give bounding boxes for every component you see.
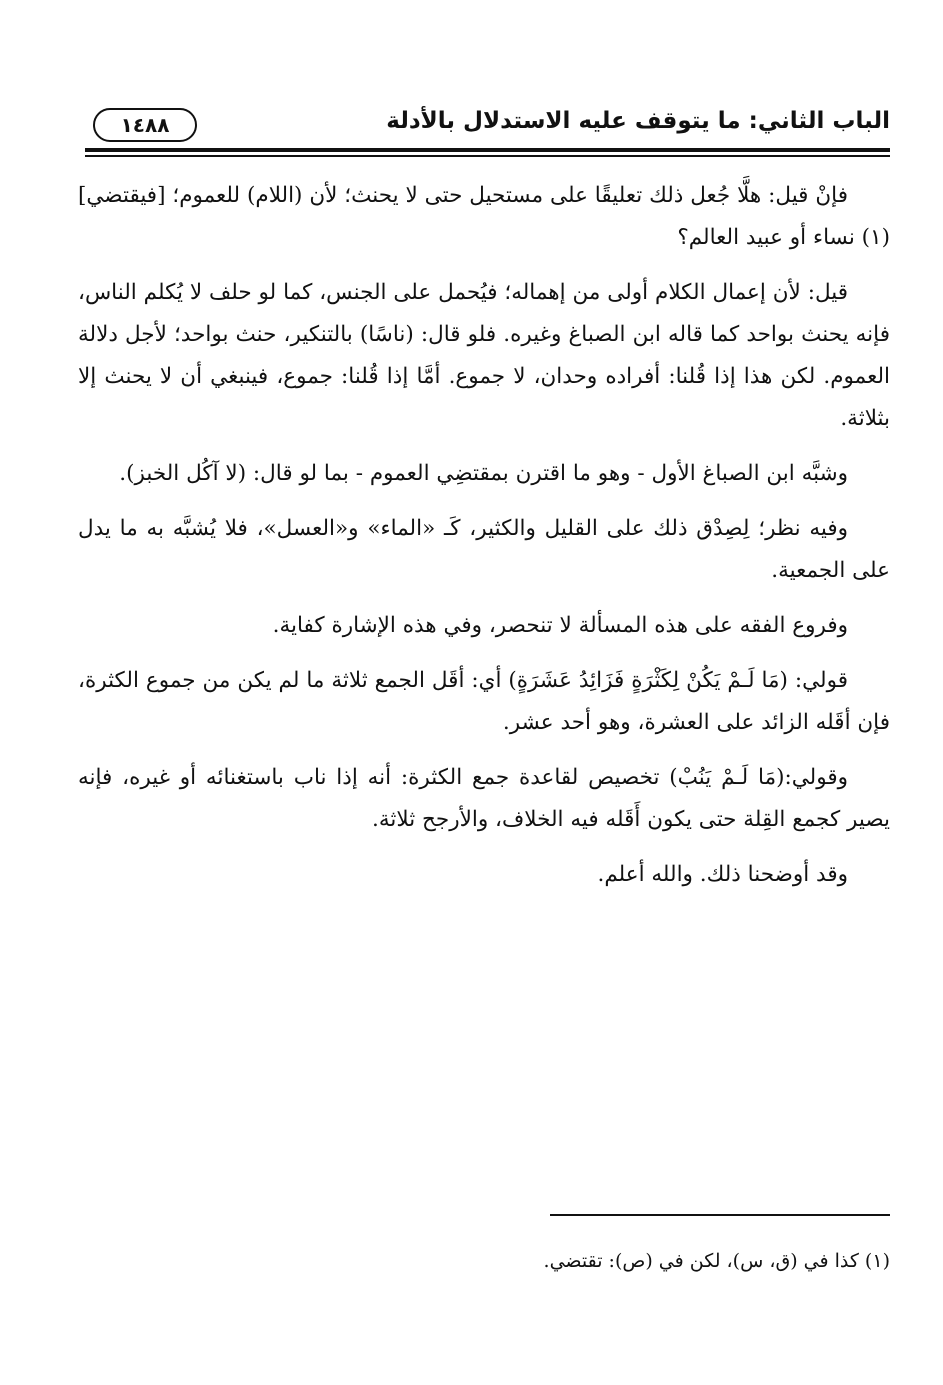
main-text (78, 175, 890, 909)
paragraph: وشبَّه ابن الصباغ الأول - وهو ما اقترن بمقتضِي العموم - بما لو قال: (لا آكُل الخبز). (119, 461, 848, 486)
paragraph: قيل: لأن إعمال الكلام أولى من إهماله؛ فيُحمل على الجنس، كما لو حلف لا يُكلم الناس، فإنه يحنث بواحد كما قاله ابن الصباغ وغيره. فلو قال: (ناسًا) بالتنكير، حنث بواحد؛ لأجل دلالة العموم. لكن هذا إذا قُلنا: أفراده وحدان، لا جموع. أمَّا إذا قُلنا: جموع، فينبغي أن لا يحنث إلا بثلاثة. (78, 280, 890, 431)
paragraph: وقد أوضحنا ذلك. والله أعلم. (597, 862, 848, 887)
chapter-title: الباب الثاني: ما يتوقف عليه الاستدلال بالأدلة (386, 108, 890, 134)
header-rule-thick (85, 148, 890, 152)
footnote-separator (550, 1214, 890, 1216)
header-rule-thin (85, 155, 890, 157)
paragraph: فإنْ قيل: هلَّا جُعل ذلك تعليقًا على مستحيل حتى لا يحنث؛ لأن (اللام) للعموم؛ [فيقتضي](١) نساء أو عبيد العالم؟ (78, 183, 890, 250)
paragraph: وفروع الفقه على هذه المسألة لا تنحصر، وفي هذه الإشارة كفاية. (272, 613, 848, 638)
footnote: (١) كذا في (ق، س)، لكن في (ص): تقتضي. (543, 1250, 890, 1272)
page-number-badge (93, 108, 197, 142)
page-header (85, 104, 890, 152)
paragraph: وقولي:(مَا لَـمْ يَنُبْ) تخصيص لقاعدة جمع الكثرة: أنه إذا ناب باستغنائه أو غيره، فإنه يصير كجمع القِلة حتى يكون أَقَله فيه الخلاف، والأرجح ثلاثة. (78, 765, 890, 832)
paragraph: وفيه نظر؛ لِصِدْق ذلك على القليل والكثير، كَـ «الماء» و«العسل»، فلا يُشبَّه به ما يدل على الجمعية. (78, 516, 890, 583)
page-number: ١٤٨٨ (120, 113, 170, 137)
paragraph: قولي: (مَا لَـمْ يَكُنْ لِكَثْرَةٍ فَزَائِدُ عَشَرَةٍ) أي: أقَل الجمع ثلاثة ما لم يكن من جموع الكثرة، فإن أقَله الزائد على العشرة، وهو أحد عشر. (78, 668, 890, 735)
